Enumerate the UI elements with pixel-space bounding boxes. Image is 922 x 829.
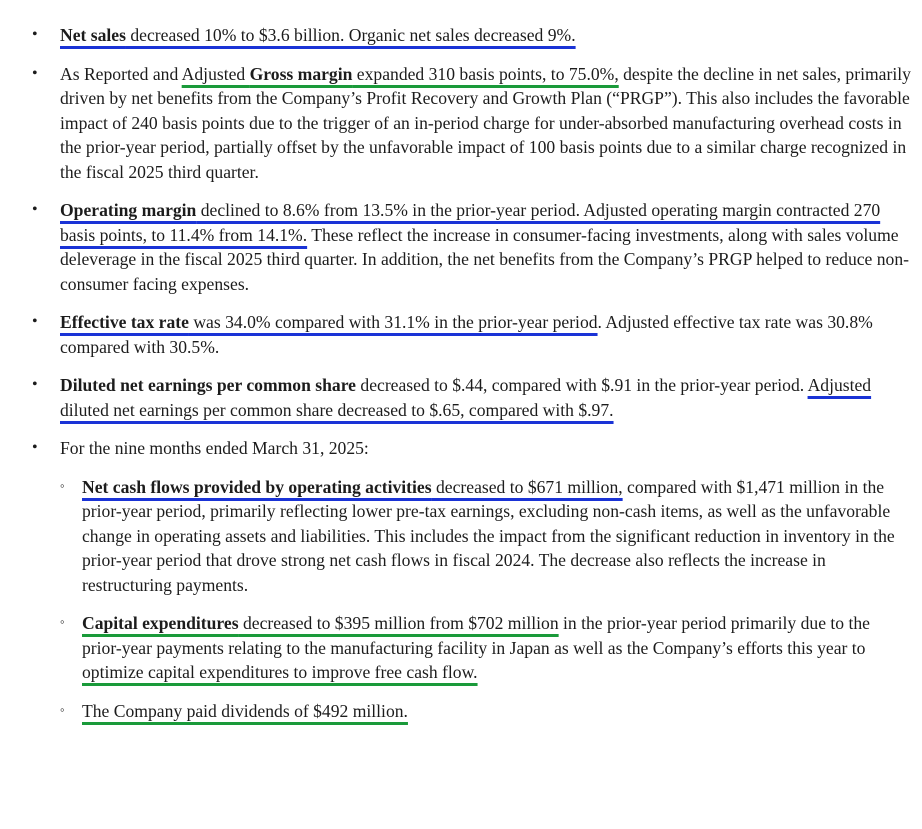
gross-margin-text: despite the decline in net sales, primarily driven by net benefits from the Company’s Profit Recovery and Growth Plan (“PRGP”). This also includes the favorable impact of 240 basis points due to the trigger of an in-period charge for under-absorbed manufacturing overhead costs in the prior-year period, partially offset by the unfavorable impact of 100 basis points due to a similar charge recognized in the fiscal 2025 third quarter. (60, 63, 911, 182)
gross-margin-highlight (182, 64, 619, 84)
sub-bullet-icon: ◦ (60, 614, 65, 629)
operating-margin-label: Operating margin (60, 200, 197, 220)
sub-item-operating-cash-flows (60, 475, 914, 598)
sub-item-dividends (60, 699, 914, 724)
list-item-net-sales (0, 23, 914, 48)
cash-flows-highlight (82, 477, 623, 497)
gross-margin-adjusted: Adjusted (181, 63, 250, 84)
sub-bullet-icon: ◦ (60, 701, 65, 717)
bullet-icon: • (32, 439, 38, 456)
list-item-diluted-eps (0, 373, 914, 422)
list-item-gross-margin (0, 62, 914, 185)
bullet-icon: • (32, 64, 38, 82)
highlights-list (0, 23, 914, 723)
list-item-operating-margin (0, 198, 914, 296)
capex-highlight (82, 613, 559, 633)
cash-flows-value: decreased to $671 million, (431, 476, 623, 497)
bullet-icon: • (32, 26, 38, 43)
cash-flows-text: compared with $1,471 million in the prior-year period, primarily reflecting lower pre-tax earnings, excluding non-cash items, as well as the unfavorable change in operating assets and liabilities. This includes the impact from the significant reduction in inventory in the prior-year period that drove strong net cash flows in fiscal 2024. The decrease also reflects the increase in restructuring payments. (82, 476, 895, 595)
bullet-icon: • (32, 201, 38, 218)
sub-item-capital-expenditures (60, 611, 914, 685)
diluted-eps-text: decreased to $.44, compared with $.91 in the prior-year period. (356, 375, 808, 395)
adjusted-eps-highlight: Adjusted diluted net earnings per common share decreased to $.65, compared with $.97. (60, 375, 872, 420)
net-sales-highlight (60, 25, 576, 45)
capex-label: Capital expenditures (82, 613, 239, 633)
nine-months-list (60, 475, 914, 724)
sub-bullet-icon: ◦ (60, 477, 65, 493)
tax-rate-label: Effective tax rate (60, 312, 189, 332)
gross-margin-label: Gross margin (249, 63, 353, 84)
bullet-icon: • (32, 376, 38, 393)
operating-margin-text: These reflect the increase in consumer-facing investments, along with sales volume deleverage in the fiscal 2025 third quarter. In addition, the net benefits from the Company’s PRGP helped to reduce non-consumer facing expenses. (60, 224, 910, 294)
tax-rate-text: . Adjusted effective tax rate was 30.8% compared with 30.5%. (60, 312, 873, 357)
list-item-effective-tax-rate (0, 310, 914, 359)
capex-text: in the prior-year period primarily due to the prior-year payments relating to the manufacturing facility in Japan as well as the Company’s efforts this year to (82, 613, 870, 658)
capex-optimize-highlight: optimize capital expenditures to improve free cash flow. (82, 662, 478, 682)
net-sales-label: Net sales (60, 25, 126, 45)
cash-flows-label: Net cash flows provided by operating activities (82, 476, 432, 497)
tax-rate-value: was 34.0% compared with 31.1% in the prior-year period (188, 312, 598, 332)
net-sales-text: decreased 10% to $3.6 billion. Organic net sales decreased 9%. (125, 25, 576, 45)
operating-margin-value: declined to 8.6% from 13.5% in the prior-year period. Adjusted operating margin contracted 270 basis points, to 11.4% from 14.1%. (60, 200, 881, 245)
dividends-highlight: The Company paid dividends of $492 million. (82, 700, 408, 721)
capex-value: decreased to $395 million from $702 million (238, 613, 559, 633)
tax-rate-highlight (60, 312, 598, 332)
gross-margin-prefix: As Reported and (60, 63, 182, 84)
nine-months-heading: For the nine months ended March 31, 2025: (60, 438, 369, 458)
bullet-icon: • (32, 313, 38, 330)
diluted-eps-label: Diluted net earnings per common share (60, 375, 356, 395)
list-item-nine-months (0, 436, 914, 723)
gross-margin-value: expanded 310 basis points, to 75.0%, (352, 63, 619, 84)
